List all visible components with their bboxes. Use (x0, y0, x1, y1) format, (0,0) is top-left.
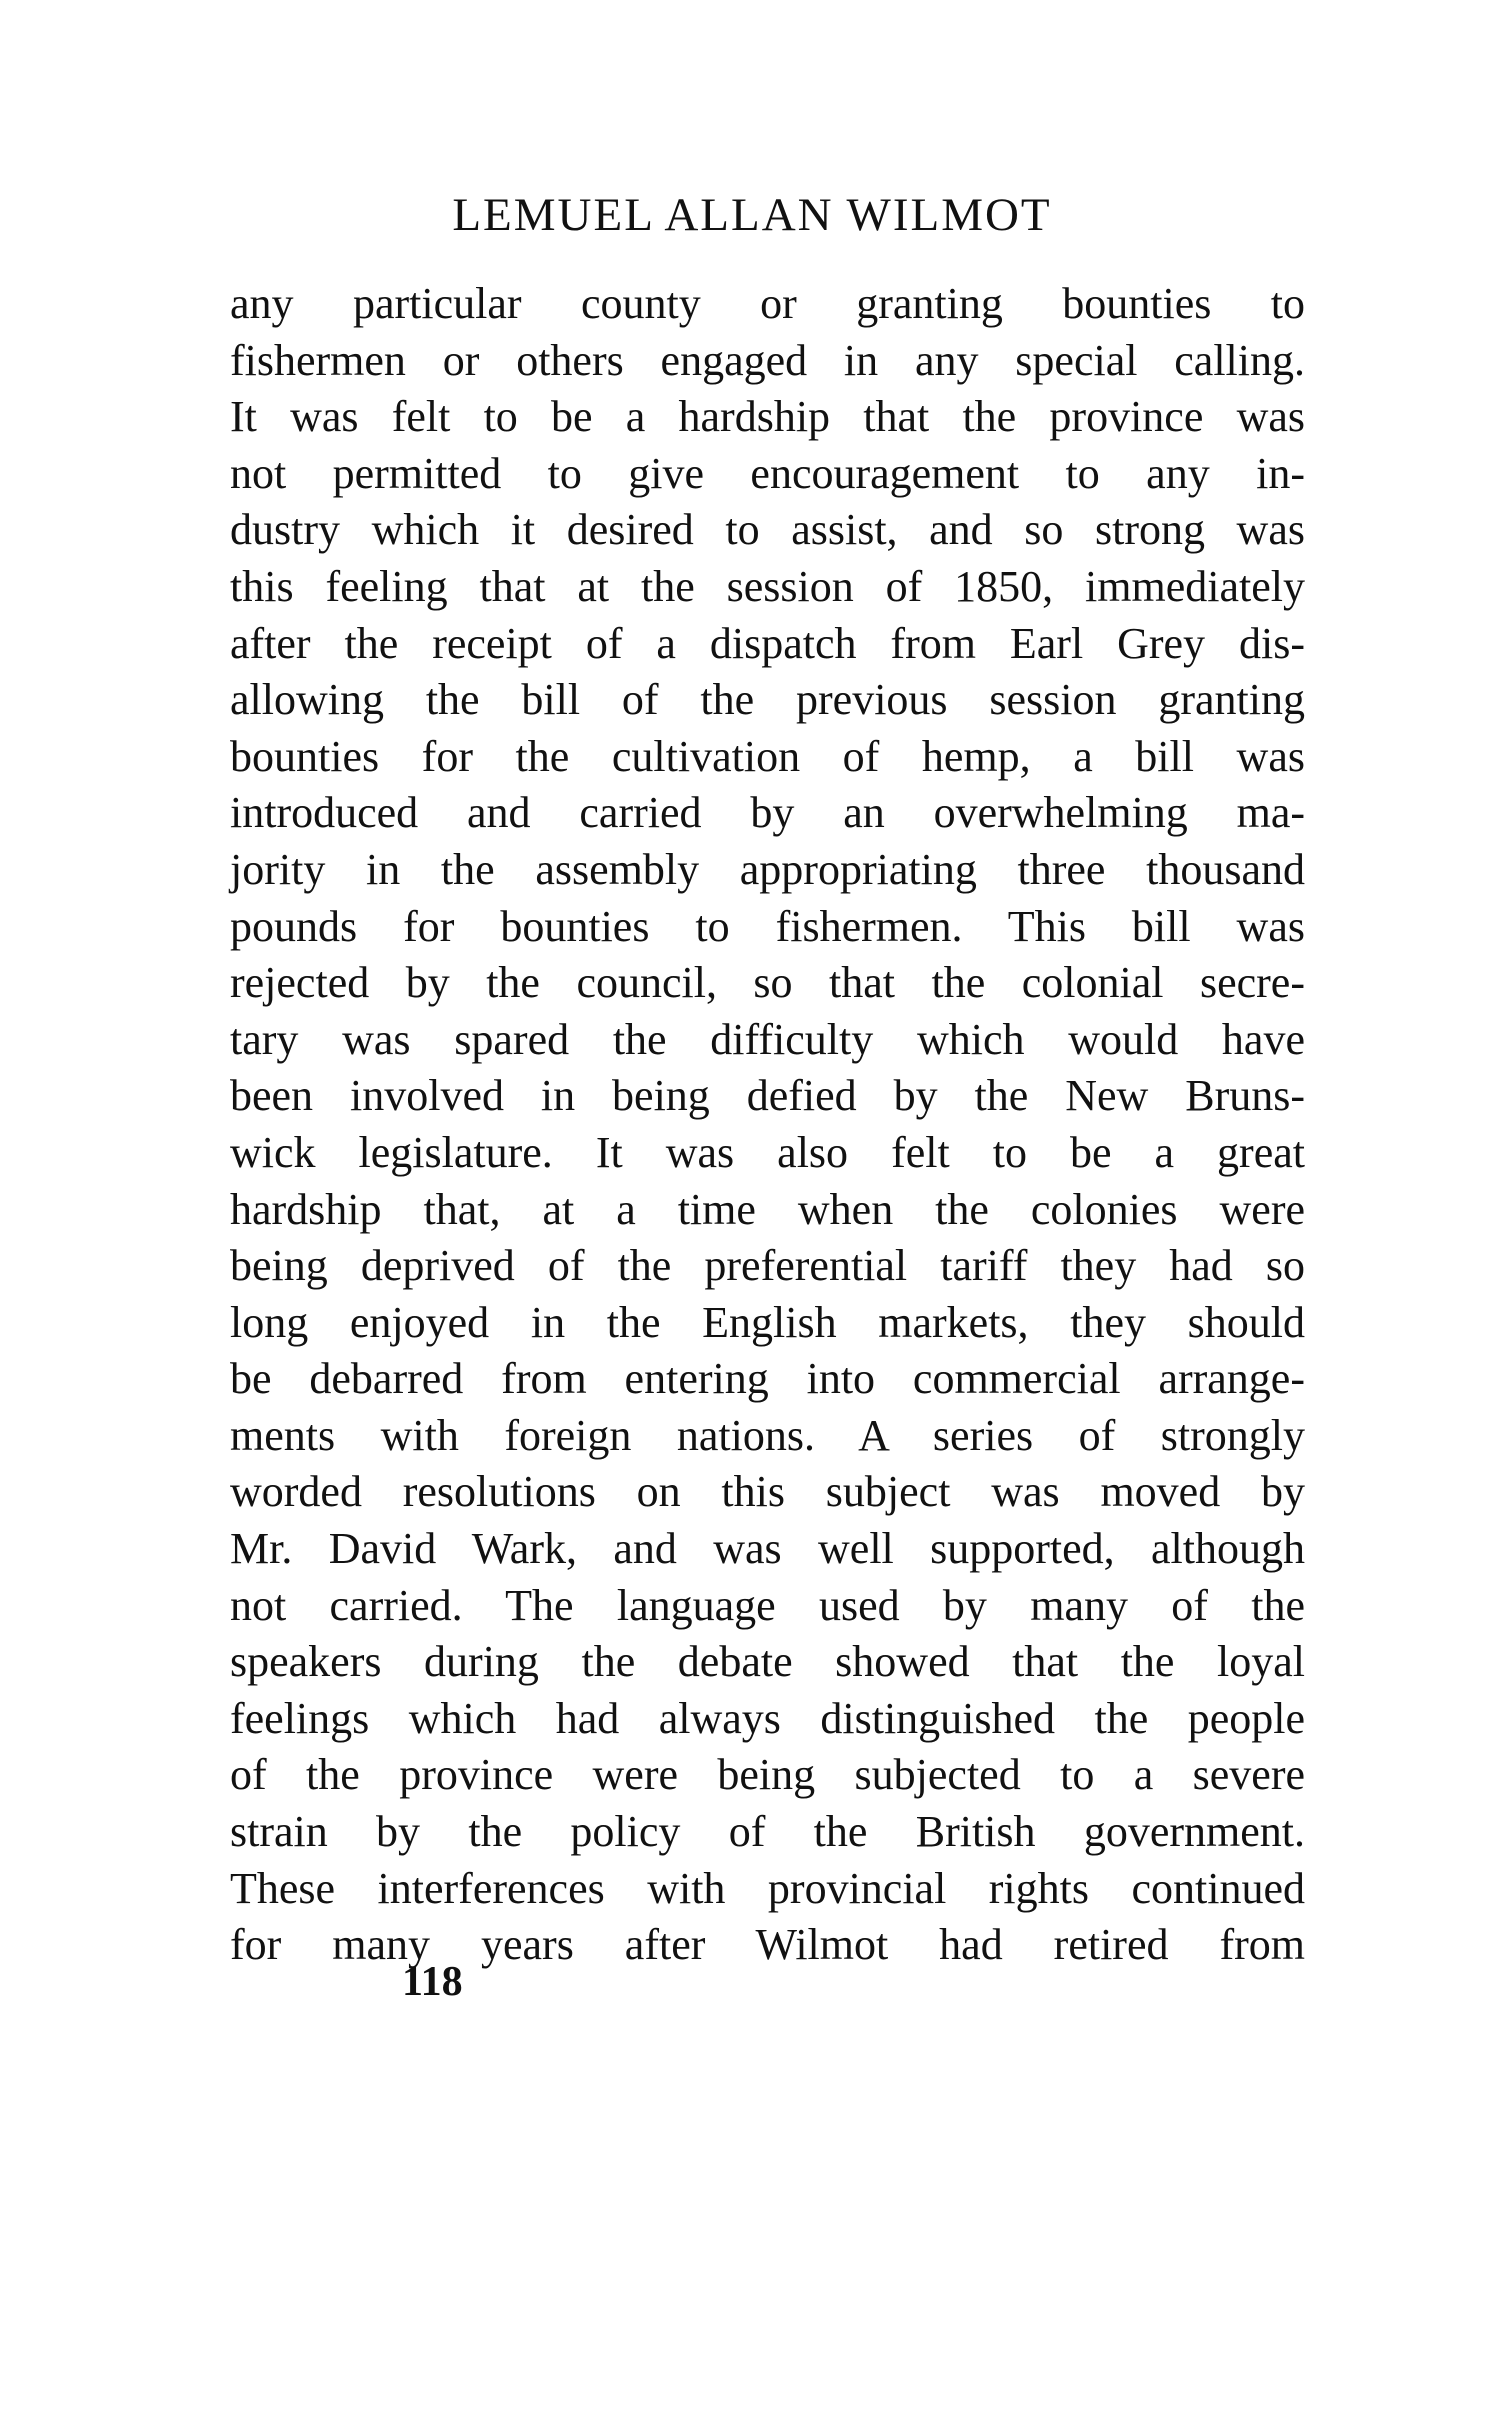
text-line: strain by the policy of the British government. (230, 1807, 1305, 1857)
text-line: dustry which it desired to assist, and so strong was (230, 505, 1305, 555)
text-line: speakers during the debate showed that the loyal (230, 1637, 1305, 1687)
text-line: wick legislature. It was also felt to be a great (230, 1127, 1305, 1177)
text-line: rejected by the council, so that the colonial secre- (230, 958, 1305, 1008)
text-line: long enjoyed in the English markets, they should (230, 1297, 1305, 1347)
text-line: ments with foreign nations. A series of strongly (230, 1410, 1305, 1460)
text-line: feelings which had always distinguished the people (230, 1693, 1305, 1743)
text-line: pounds for bounties to fishermen. This bill was (230, 901, 1305, 951)
text-line: allowing the bill of the previous session granting (230, 675, 1305, 725)
text-line: fishermen or others engaged in any special calling. (230, 335, 1305, 385)
text-line: any particular county or granting bounties to (230, 279, 1305, 328)
text-line: after the receipt of a dispatch from Earl Grey dis- (230, 618, 1305, 668)
text-line: introduced and carried by an overwhelming ma- (230, 788, 1305, 838)
text-line: These interferences with provincial rights continued (230, 1863, 1305, 1913)
text-line: jority in the assembly appropriating three thousand (230, 844, 1305, 894)
text-line: being deprived of the preferential tariff they had so (230, 1241, 1305, 1291)
text-line: worded resolutions on this subject was moved by (230, 1467, 1305, 1517)
text-line: be debarred from entering into commercial arrange- (230, 1354, 1305, 1404)
text-line: bounties for the cultivation of hemp, a bill was (230, 731, 1305, 781)
text-line: hardship that, at a time when the colonies were (230, 1184, 1305, 1234)
text-line: not carried. The language used by many of the (230, 1580, 1305, 1630)
text-line: It was felt to be a hardship that the province was (230, 392, 1305, 442)
running-head: LEMUEL ALLAN WILMOT (452, 189, 1052, 241)
text-line: for many years after Wilmot had retired from (230, 1920, 1305, 1970)
text-line: Mr. David Wark, and was well supported, although (230, 1524, 1305, 1574)
page-number: 118 (402, 1959, 463, 2005)
body-text (230, 276, 1305, 1974)
text-line: of the province were being subjected to a severe (230, 1750, 1305, 1800)
text-line: been involved in being defied by the New Bruns- (230, 1071, 1305, 1121)
text-line: tary was spared the difficulty which would have (230, 1014, 1305, 1064)
text-line: this feeling that at the session of 1850, immediately (230, 561, 1305, 611)
text-line: not permitted to give encouragement to any in- (230, 448, 1305, 498)
